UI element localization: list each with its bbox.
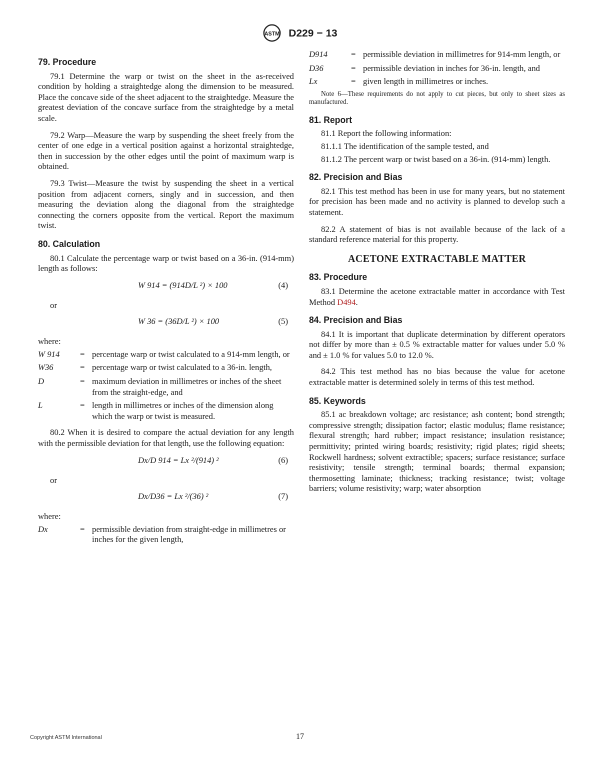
definition-item: Lx = given length in millimetres or inches.: [309, 77, 489, 87]
right-column: [309, 50, 565, 501]
left-column: [38, 50, 294, 549]
where-label: where:: [38, 512, 61, 522]
definition-list: [38, 350, 294, 423]
definition-item: W36 = percentage warp or twist calculated to a 36-in. length,: [38, 363, 272, 373]
para-82-2: 82.2 A statement of bias is not available because of the lack of a standard reference material for this property.: [309, 224, 565, 245]
para-79-1: 79.1 Determine the warp or twist on the sheet in the as-received condition by holding a straightedge along the dimension to be measured. Place the concave side of the sheet adjacent to the straightedge. Measure the greatest deviation of the concave surface from the straightedge by a metal scale.: [38, 71, 294, 123]
section-80-heading: 80. Calculation: [38, 238, 101, 249]
section-79-heading: 79. Procedure: [38, 57, 97, 67]
section-85-heading: 85. Keywords: [309, 395, 366, 406]
para-81-1-1: 81.1.1 The identification of the sample tested, and: [321, 141, 489, 151]
para-79-3: 79.3 Twist—Measure the twist by suspending the sheet in a vertical position from adjacent corners, singly and in succession, and then measuring the deviation along the diagonal from the straightedge connecting the corners opposite from the vertical. Report the maximum twist.: [38, 178, 294, 231]
standard-designation: D229 − 13: [288, 27, 338, 40]
para-80-1: 80.1 Calculate the percentage warp or twist based on a 36-in. (914-mm) length as follows:: [38, 253, 294, 274]
para-82-1: 82.1 This test method has been in use for many years, but no statement for precision has been made and no activity is planned to develop such a statement.: [309, 186, 565, 217]
section-81-heading: 81. Report: [309, 114, 353, 125]
definition-item: W 914 = percentage warp or twist calculated to a 914-mm length, or: [38, 349, 290, 359]
para-79-2: 79.2 Warp—Measure the warp by suspending the sheet freely from the center of one edge in a vertical position against a horizontal straightedge, then in succession by the other edges until the point of maximum warp is obtained.: [38, 130, 294, 172]
para-84-1: 84.1 It is important that duplicate determination by different operators not differ by more than ± 0.5 % extractable matter for values under 5.0 % and ± 1.0 % for values 5.0 to 12.0 %.: [309, 329, 565, 360]
definition-item: L = length in millimetres or inches of the dimension along which the warp or twist is measured.: [38, 401, 274, 421]
para-80-2: 80.2 When it is desired to compare the actual deviation for any length with the permissible deviation for that length, use the following equation:: [38, 428, 294, 449]
definition-item: D36 = permissible deviation in inches for 36-in. length, and: [309, 63, 540, 73]
subsection-title: ACETONE EXTRACTABLE MATTER: [347, 253, 526, 265]
astm-logo-icon: [263, 24, 281, 42]
equation-7: Dx/D36 = Lx ²/(36) ² (7): [138, 492, 288, 502]
section-84-heading: 84. Precision and Bias: [309, 315, 403, 326]
or-text: or: [50, 300, 57, 310]
or-text: or: [50, 475, 57, 485]
definition-item: D = maximum deviation in millimetres or inches of the sheet from the straight-edge, and: [38, 377, 282, 397]
definition-item: D914 = permissible deviation in millimetres for 914-mm length, or: [309, 50, 561, 59]
equation-6: Dx/D 914 = Lx ²/(914) ² (6): [138, 455, 288, 465]
copyright-footer: Copyright ASTM International: [30, 735, 102, 741]
para-85-1: 85.1 ac breakdown voltage; arc resistance; ash content; bond strength; compressive strength; dissipation factor; elastic modulus; flame resistance; flexural strength; hard rubber; impact resistance; insulation resistance; permittivity; printed wiring boards; resistivity; rigid plates; rigid sheets; Rockwell hardness; solvent extractible; spacers; surface resistance; surface resistivity; tensile strength; terminal boards; thermal expansion; thermosetting laminate; thickness; tracking resistance; twist; voltage barriers; volume resistivity; warp; water absorption: [309, 410, 565, 494]
note-6: Note 6—These requirements do not apply to cut pieces, but only to sheet sizes as manufactured.: [309, 90, 565, 107]
section-83-heading: 83. Procedure: [309, 272, 368, 283]
para-81-1: 81.1 Report the following information:: [321, 129, 452, 139]
equation-4: W 914 = (914D/L ²) × 100 (4): [138, 280, 288, 290]
para-83-1: 83.1 Determine the acetone extractable matter in accordance with Test Method D494.: [309, 286, 565, 307]
para-84-2: 84.2 This test method has no bias because the value for acetone extractable matter is determined solely in terms of this test method.: [309, 367, 565, 388]
para-81-1-2: 81.1.2 The percent warp or twist based on a 36-in. (914-mm) length.: [321, 154, 551, 164]
where-label: where:: [38, 337, 61, 347]
d494-link[interactable]: D494: [337, 297, 356, 307]
definition-item: Dx = permissible deviation from straight-edge in millimetres or inches for the given length,: [38, 524, 286, 545]
page-header: [0, 24, 600, 42]
page-number: 17: [296, 732, 304, 741]
svg-text:ASTM: ASTM: [264, 32, 280, 39]
equation-5: W 36 = (36D/L ²) × 100 (5): [138, 317, 288, 327]
section-82-heading: 82. Precision and Bias: [309, 172, 403, 183]
